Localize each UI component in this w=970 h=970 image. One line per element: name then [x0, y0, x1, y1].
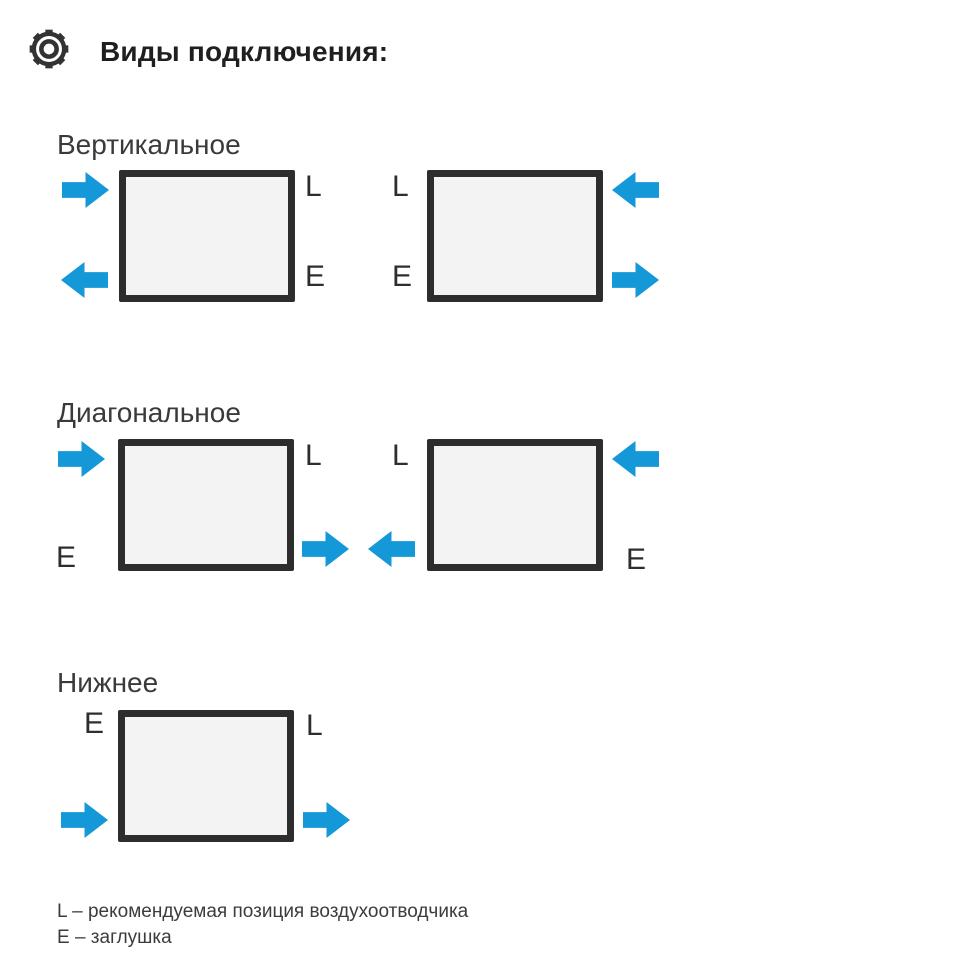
flow-arrow-outlet-icon [368, 531, 415, 567]
flow-arrow-inlet-icon [58, 441, 105, 477]
radiator-bottom [118, 710, 294, 842]
flow-arrow-outlet-icon [61, 262, 108, 298]
port-label-plug: E [305, 260, 326, 293]
radiator-vertical-left [119, 170, 295, 302]
section-title-vertical: Вертикальное [57, 129, 241, 160]
flow-arrow-inlet-icon [612, 441, 659, 477]
flow-arrow-inlet-icon [62, 172, 109, 208]
port-label-plug: E [392, 260, 413, 293]
legend-air-vent: L – рекомендуемая позиция воздухоотводчика [57, 901, 469, 922]
port-label-air-vent: L [392, 170, 409, 203]
radiator-diagonal-left [118, 439, 294, 571]
flow-arrow-inlet-icon [612, 172, 659, 208]
port-label-air-vent: L [306, 709, 323, 742]
section-title-diagonal: Диагональное [57, 397, 241, 428]
radiator-diagonal-right [427, 439, 603, 571]
radiator-vertical-right [427, 170, 603, 302]
legend-plug: E – заглушка [57, 927, 172, 948]
port-label-air-vent: L [392, 439, 409, 472]
section-title-bottom: Нижнее [57, 667, 159, 698]
flow-arrow-outlet-icon [612, 262, 659, 298]
port-label-plug: E [626, 543, 647, 576]
port-label-air-vent: L [305, 170, 322, 203]
flow-arrow-inlet-icon [61, 802, 108, 838]
gear-icon [26, 26, 72, 72]
port-label-air-vent: L [305, 439, 322, 472]
page-title: Виды подключения: [100, 36, 389, 67]
port-label-plug: E [84, 707, 105, 740]
flow-arrow-outlet-icon [303, 802, 350, 838]
port-label-plug: E [56, 541, 77, 574]
flow-arrow-outlet-icon [302, 531, 349, 567]
